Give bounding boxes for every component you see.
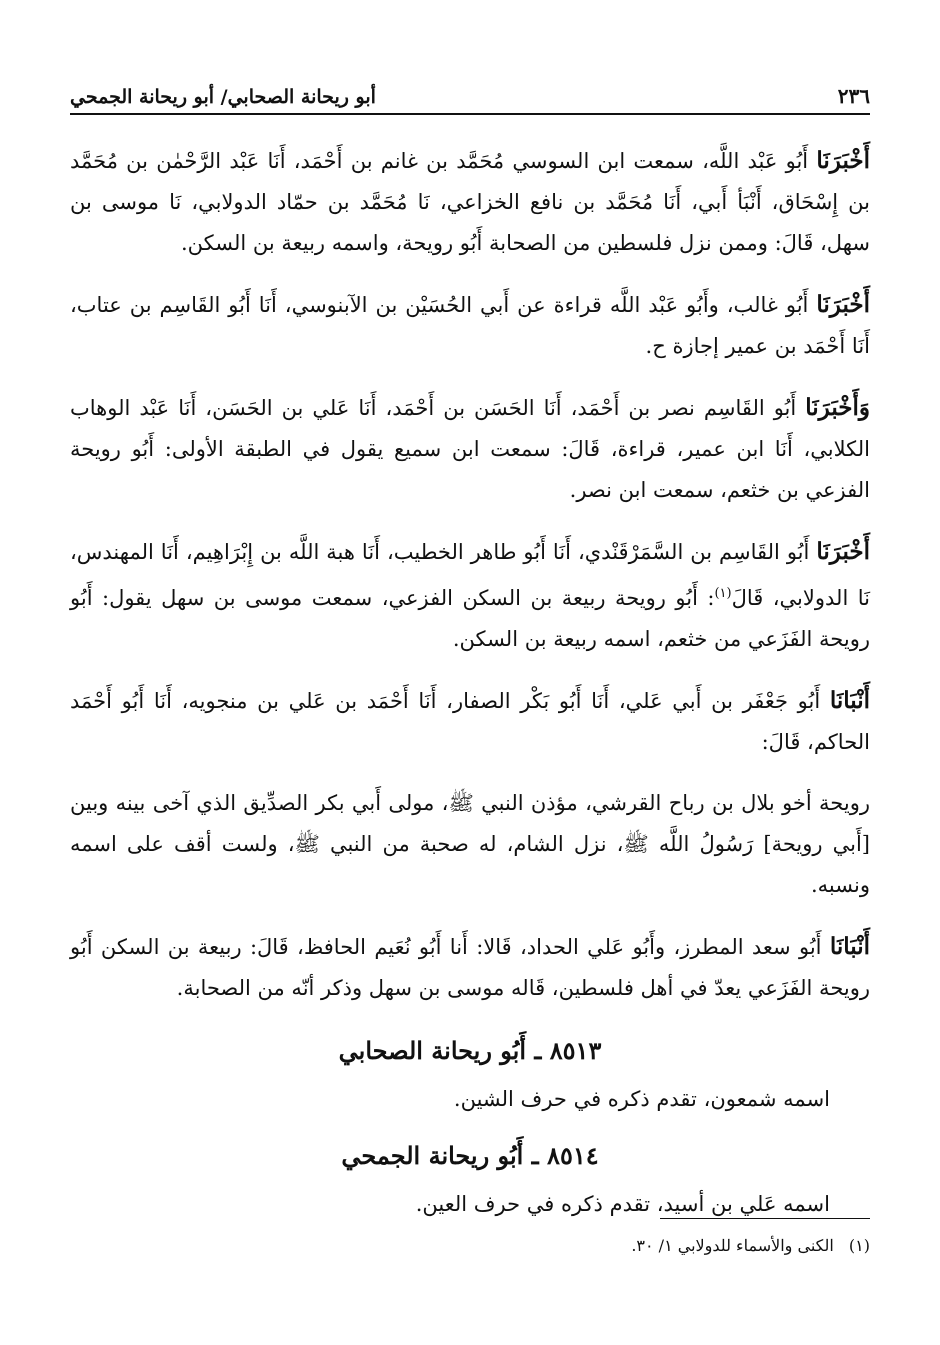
header-title: أبو ريحانة الصحابي/ أبو ريحانة الجمحي	[70, 86, 376, 108]
footnote-text: الكنى والأسماء للدولابي ١/ ٣٠.	[631, 1236, 834, 1255]
paragraph-text: أَبُو القَاسِم بن السَّمَرْقَنْدي، أَنَا أَبُو طاهر الخطيب، أَنَا هبة اللَّه بن إِبْرَاهِيم، أَنَا المهندس، نَا الدولابي، قَالَ	[70, 540, 870, 610]
paragraph-text: أَبُو القَاسِم نصر بن أَحْمَد، أَنَا الحَسَن بن أَحْمَد، أَنَا عَلي بن الحَسَن، أَنَا عَبْد الوهاب الكلابي، أَنَا ابن عمير، قراءة، قَالَ: سمعت ابن سميع يقول في الطبقة الأولى: أَبُو رويحة الفزعي بن خثعم، سمعت ابن نصر.	[70, 396, 870, 502]
paragraph-4	[70, 531, 870, 660]
entry-heading-8514: ٨٥١٤ ـ أَبُو ريحانة الجمحي	[341, 1141, 599, 1170]
paragraph-text: رويحة أخو بلال بن رباح القرشي، مؤذن النبي ﷺ، مولى أَبي بكر الصدِّيق الذي آخى بينه وبين [أَبي رويحة] رَسُولُ اللَّه ﷺ، نزل الشام، له صحبة من النبي ﷺ، ولست أقف على اسمه ونسبه.	[70, 791, 870, 897]
footnote-marker: (١)	[848, 1236, 870, 1255]
paragraph-text: أَبُو جَعْفَر بن أَبي عَلي، أَنَا أَبُو بَكْر الصفار، أَنَا أَحْمَد بن عَلي بن منجويه، أَنَا أَبُو أَحْمَد الحاكم، قَالَ:	[70, 689, 870, 754]
paragraph-text: أَبُو غالب، وأَبُو عَبْد اللَّه قراءة عن أَبي الحُسَيْن بن الآبنوسي، أَنَا أَبُو القَاسِم بن عتاب، أَنَا أَحْمَد بن عمير إجازة ح.	[70, 293, 870, 358]
paragraph-text: أَبُو عَبْد اللَّه، سمعت ابن السوسي مُحَمَّد بن غانم بن أَحْمَد، أَنَا عَبْد الرَّحْمٰن بن مُحَمَّد بن إِسْحَاق، أَنْبَأ أَبي، أَنَا مُحَمَّد بن نافع الخزاعي، نَا مُحَمَّد بن حمّاد الدولابي، نَا موسى بن سهل، قَالَ: وممن نزل فلسطين من الصحابة أَبُو رويحة، واسمه ربيعة بن السكن.	[70, 149, 870, 255]
paragraph-lead: أَنْبَانَا	[829, 687, 870, 714]
entry-heading-8513: ٨٥١٣ ـ أَبُو ريحانة الصحابي	[338, 1036, 602, 1065]
footnote-divider	[660, 1218, 870, 1219]
paragraph-3	[70, 387, 870, 511]
main-text	[70, 140, 870, 1239]
paragraph-lead: أَخْبَرَنَا	[816, 291, 870, 318]
header-divider	[70, 113, 870, 115]
paragraph-lead: أَخْبَرَنَا	[816, 538, 870, 565]
page-number: ٢٣٦	[837, 84, 870, 108]
footnote-reference[interactable]: (١)	[714, 586, 732, 601]
entry-note-8514: اسمه عَلي بن أسيد، تقدم ذكره في حرف العين.	[415, 1192, 830, 1216]
paragraph-text: أَبُو سعد المطرز، وأَبُو عَلي الحداد، قَالا: أَنا أَبُو نُعَيم الحافظ، قَالَ: ربيعة بن السكن أَبُو رويحة الفَزَعي يعدّ في أهل فلسطين، قَاله موسى بن سهل وذكر أنّه من الصحابة.	[70, 935, 870, 1000]
paragraph-7	[70, 926, 870, 1009]
paragraph-5	[70, 680, 870, 763]
footnote	[70, 1232, 870, 1260]
paragraph-lead: وَأَخْبَرَنَا	[805, 394, 870, 421]
running-header	[70, 68, 870, 108]
entry-note-8513: اسمه شمعون، تقدم ذكره في حرف الشين.	[453, 1087, 830, 1111]
paragraph-2	[70, 284, 870, 367]
paragraph-lead: أَنْبَانَا	[829, 933, 870, 960]
paragraph-text-continued: : أَبُو رويحة ربيعة بن السكن الفزعي، سمعت موسى بن سهل يقول: أَبُو رويحة الفَزَعي من خثعم، اسمه ربيعة بن السكن.	[70, 586, 870, 651]
paragraph-lead: أَخْبَرَنَا	[816, 147, 870, 174]
paragraph-6	[70, 783, 870, 906]
paragraph-1	[70, 140, 870, 264]
